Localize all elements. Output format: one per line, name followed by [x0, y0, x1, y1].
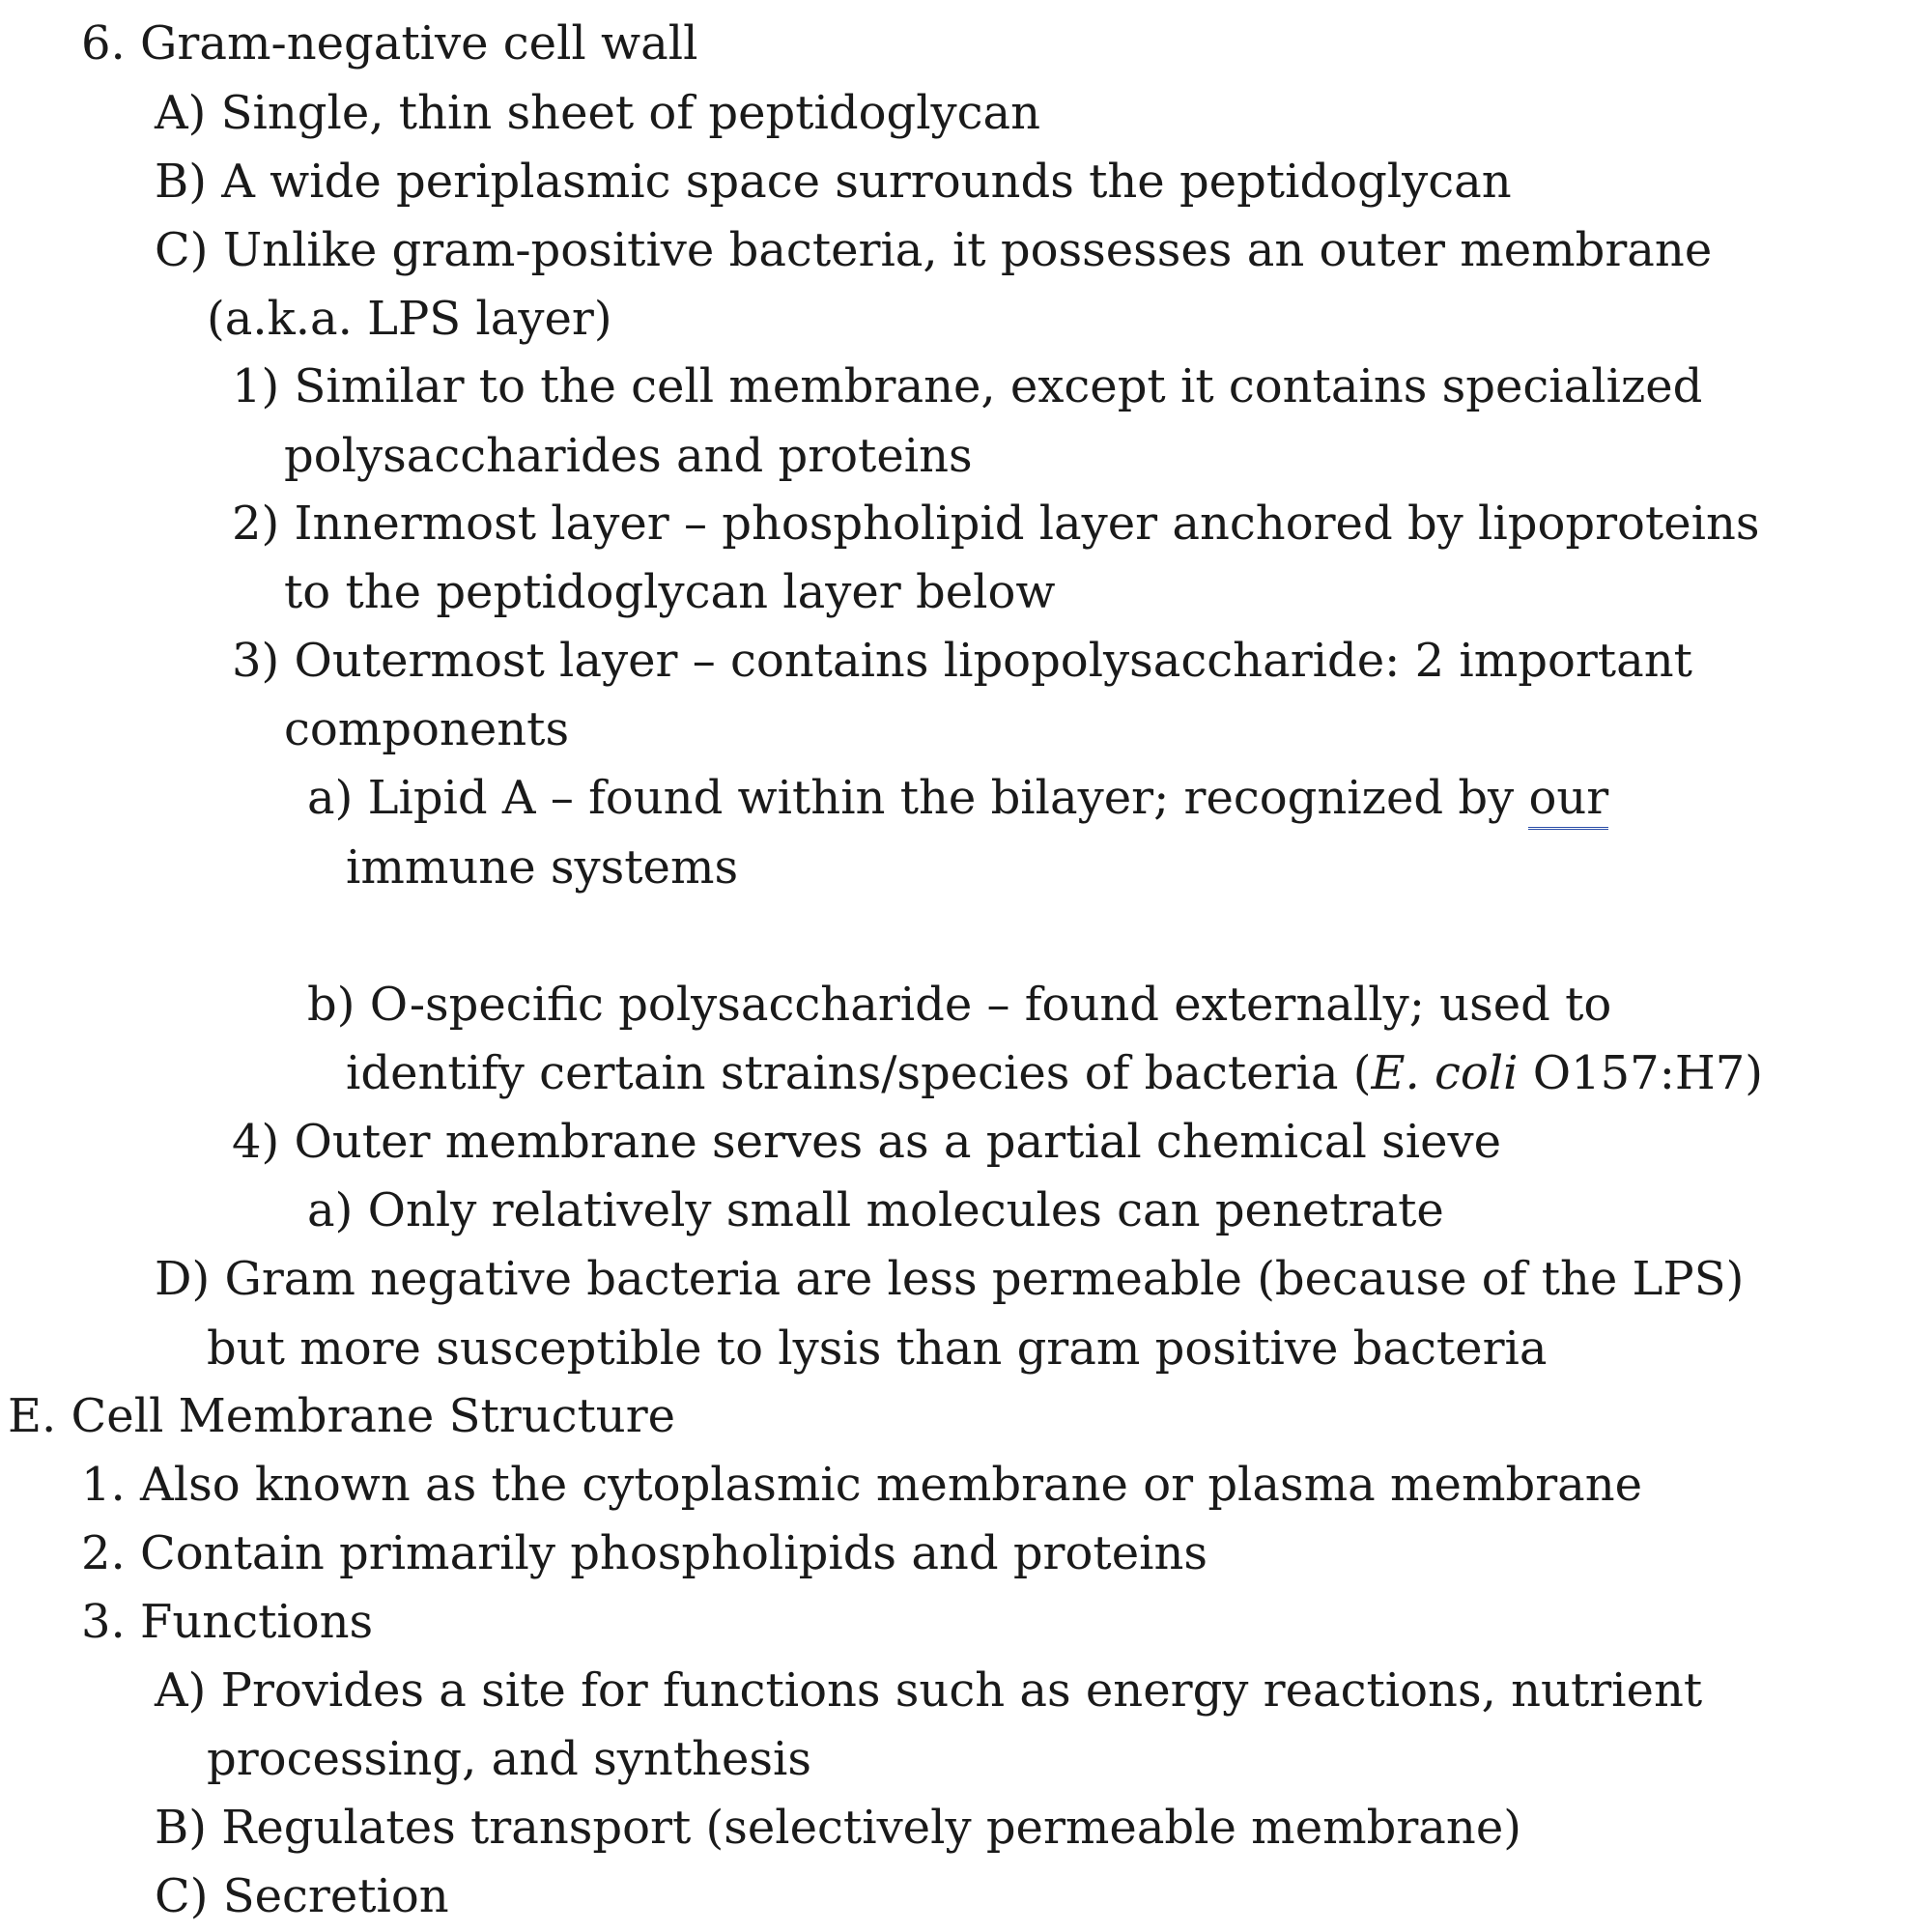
- heading-cell-membrane-structure: E. Cell Membrane Structure: [8, 1389, 676, 1443]
- strains-text: identify certain strains/species of bacteria (: [346, 1046, 1372, 1100]
- subitem-1-continuation: polysaccharides and proteins: [284, 429, 973, 483]
- item-1-also-known-as: 1. Also known as the cytoplasmic membrane or plasma membrane: [81, 1458, 1643, 1512]
- item-b-periplasmic-space: B) A wide periplasmic space surrounds the peptidoglycan: [155, 155, 1512, 209]
- function-c-secretion: C) Secretion: [155, 1869, 449, 1923]
- subsubitem-b-o-specific-polysaccharide: b) O-specific polysaccharide – found externally; used to: [307, 978, 1612, 1032]
- heading-gram-negative-cell-wall: 6. Gram-negative cell wall: [81, 16, 698, 71]
- our-underlined-word: our: [1528, 771, 1608, 830]
- function-b-regulates-transport: B) Regulates transport (selectively permeable membrane): [155, 1801, 1521, 1855]
- item-d-continuation: but more susceptible to lysis than gram positive bacteria: [207, 1321, 1548, 1376]
- strain-code-text: O157:H7): [1518, 1046, 1764, 1100]
- subsubitem-a-small-molecules: a) Only relatively small molecules can penetrate: [307, 1183, 1444, 1237]
- item-3-functions: 3. Functions: [81, 1595, 374, 1649]
- lipid-a-text: a) Lipid A – found within the bilayer; recognized by: [307, 771, 1529, 825]
- function-a-provides-site: A) Provides a site for functions such as energy reactions, nutrient: [155, 1663, 1703, 1718]
- subitem-3-continuation: components: [284, 702, 570, 756]
- subitem-2-continuation: to the peptidoglycan layer below: [284, 565, 1056, 619]
- subitem-4-outer-membrane-sieve: 4) Outer membrane serves as a partial chemical sieve: [232, 1115, 1502, 1169]
- subitem-2-innermost-layer: 2) Innermost layer – phospholipid layer anchored by lipoproteins: [232, 497, 1760, 551]
- item-2-contain-phospholipids: 2. Contain primarily phospholipids and proteins: [81, 1526, 1208, 1580]
- subsubitem-a-continuation: immune systems: [346, 840, 739, 895]
- subitem-1-similar-to-membrane: 1) Similar to the cell membrane, except it contains specialized: [232, 359, 1703, 413]
- item-c-continuation: (a.k.a. LPS layer): [207, 292, 612, 346]
- subsubitem-a-lipid-a: [307, 769, 1608, 827]
- subitem-3-outermost-layer: 3) Outermost layer – contains lipopolysaccharide: 2 important: [232, 634, 1692, 688]
- item-a-single-thin-sheet: A) Single, thin sheet of peptidoglycan: [155, 86, 1041, 140]
- e-coli-italic: E. coli: [1371, 1046, 1519, 1100]
- function-a-continuation: processing, and synthesis: [207, 1732, 812, 1786]
- subsubitem-b-continuation: [346, 1044, 1763, 1102]
- item-d-less-permeable: D) Gram negative bacteria are less permeable (because of the LPS): [155, 1252, 1745, 1306]
- item-c-outer-membrane: C) Unlike gram-positive bacteria, it possesses an outer membrane: [155, 223, 1713, 277]
